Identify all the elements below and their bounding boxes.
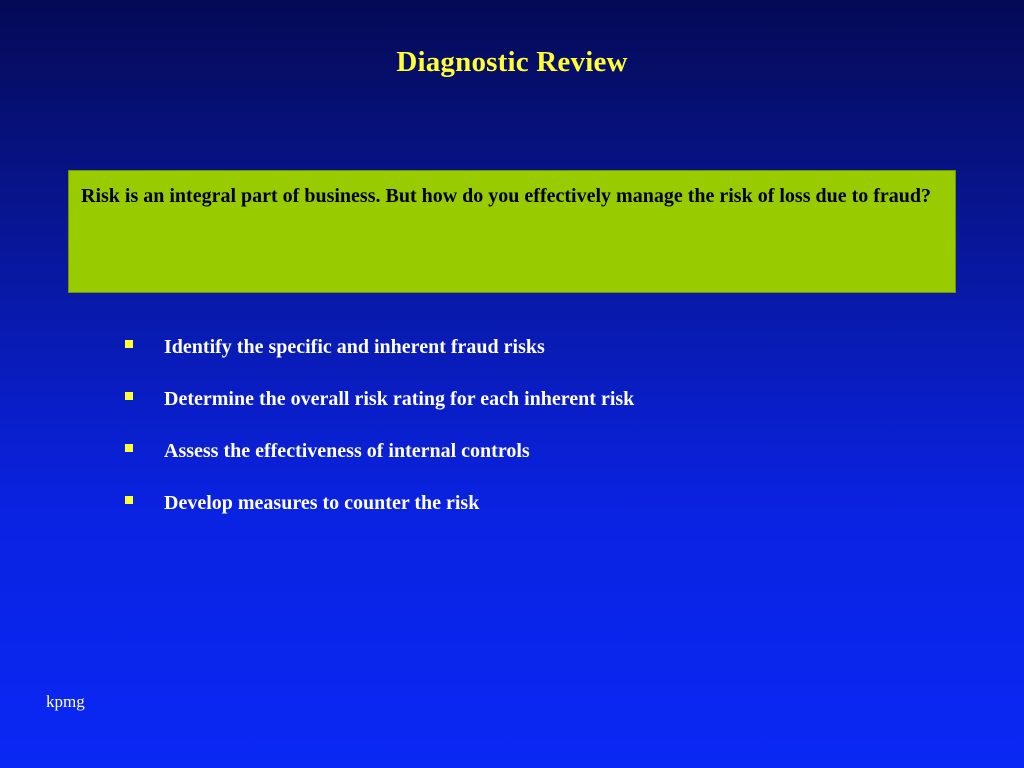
bullet-text: Determine the overall risk rating for each inherent risk xyxy=(164,388,635,410)
bullet-text: Develop measures to counter the risk xyxy=(164,492,480,514)
square-bullet-icon xyxy=(125,444,133,452)
bullet-item xyxy=(124,486,634,538)
square-bullet-icon xyxy=(125,392,133,400)
square-bullet-icon xyxy=(125,496,133,504)
bullet-text: Assess the effectiveness of internal controls xyxy=(164,440,530,462)
bullet-item xyxy=(124,382,634,434)
bullet-list xyxy=(124,330,634,538)
callout-text: Risk is an integral part of business. But how do you effectively manage the risk of loss due to fraud? xyxy=(81,185,932,207)
bullet-item xyxy=(124,434,634,486)
square-bullet-icon xyxy=(125,340,133,348)
callout-box xyxy=(68,170,956,293)
bullet-text: Identify the specific and inherent fraud risks xyxy=(164,336,545,358)
bullet-item xyxy=(124,330,634,382)
slide-title: Diagnostic Review xyxy=(396,46,628,78)
footer-brand-text: kpmg xyxy=(46,692,85,711)
